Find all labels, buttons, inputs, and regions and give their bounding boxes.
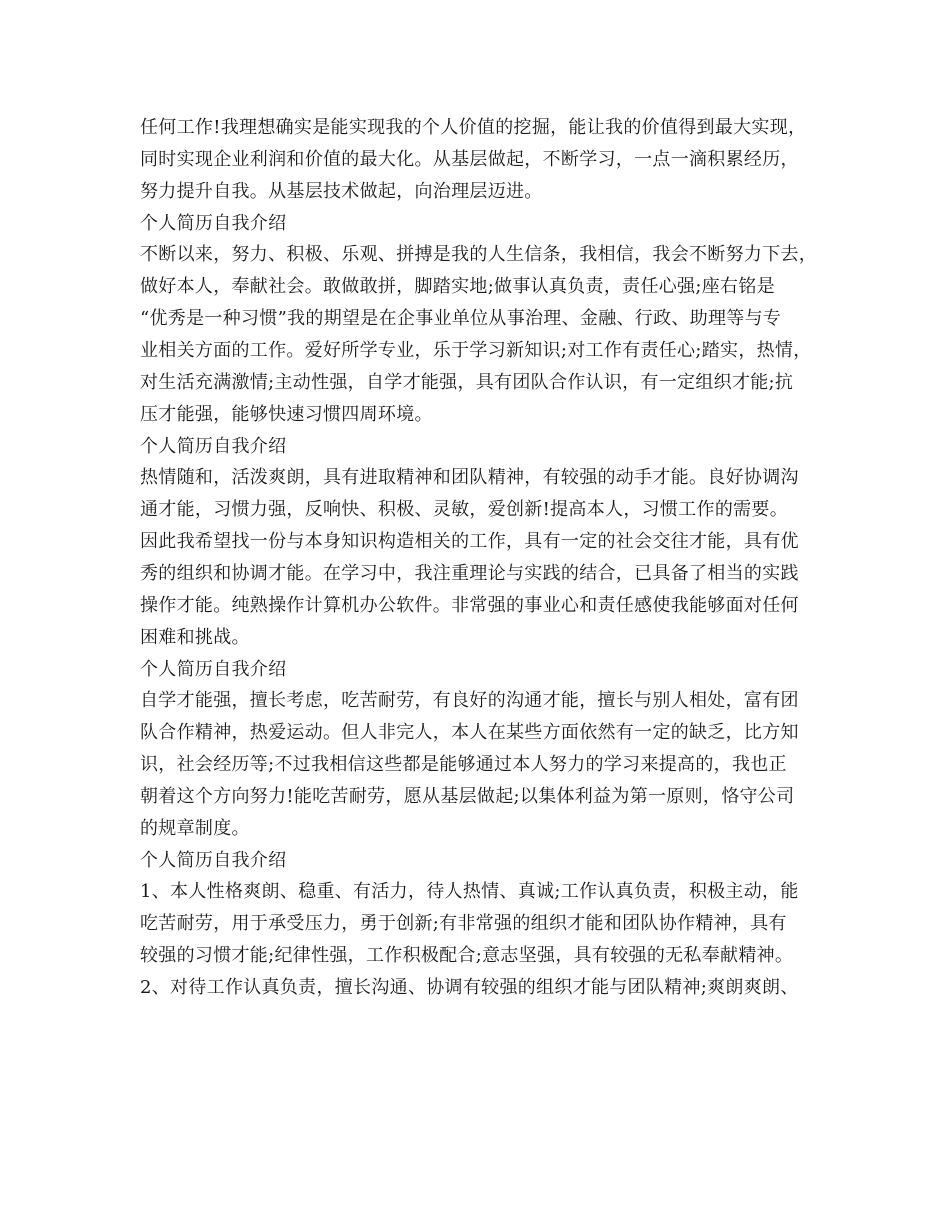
paragraph-line: 热情随和，活泼爽朗，具有进取精神和团队精神，有较强的动手才能。良好协调沟 [140, 467, 799, 488]
paragraph-line: 通才能，习惯力强，反响快、积极、灵敏，爱创新!提高本人，习惯工作的需要。 [140, 499, 789, 520]
paragraph-line: “优秀是一种习惯”我的期望是在企事业单位从事治理、金融、行政、助理等与专 [140, 308, 782, 329]
paragraph-line: 压才能强，能够快速习惯四周环境。 [140, 404, 433, 425]
section-heading: 个人简历自我介绍 [140, 850, 287, 871]
paragraph-line: 自学才能强，擅长考虑，吃苦耐劳，有良好的沟通才能，擅长与别人相处，富有团 [140, 690, 799, 711]
paragraph-line: 队合作精神，热爱运动。但人非完人，本人在某些方面依然有一定的缺乏，比方知 [140, 722, 799, 743]
paragraph-line: 努力提升自我。从基层技术做起，向治理层迈进。 [140, 181, 543, 202]
section-heading: 个人简历自我介绍 [140, 436, 287, 457]
paragraph-line: 业相关方面的工作。爱好所学专业，乐于学习新知识;对工作有责任心;踏实，热情， [140, 340, 812, 361]
paragraph-line: 识，社会经历等;不过我相信这些都是能够通过本人努力的学习来提高的，我也正 [140, 754, 787, 775]
paragraph-line: 任何工作!我理想确实是能实现我的个人价值的挖掘，能让我的价值得到最大实现， [140, 117, 807, 138]
paragraph-line: 较强的习惯才能;纪律性强，工作积极配合;意志坚强，具有较强的无私奉献精神。 [140, 945, 794, 966]
paragraph-line: 做好本人，奉献社会。敢做敢拼，脚踏实地;做事认真负责，责任心强;座右铭是 [140, 276, 775, 297]
paragraph-line: 朝着这个方向努力!能吃苦耐劳，愿从基层做起;以集体利益为第一原则，恪守公司 [140, 786, 795, 807]
section-heading: 个人简历自我介绍 [140, 659, 287, 680]
paragraph-line: 1、本人性格爽朗、稳重、有活力，待人热情、真诚;工作认真负责，积极主动，能 [140, 881, 799, 902]
paragraph-line: 对生活充满激情;主动性强，自学才能强，具有团队合作认识，有一定组织才能;抗 [140, 372, 794, 393]
paragraph-line: 同时实现企业利润和价值的最大化。从基层做起，不断学习，一点一滴积累经历， [140, 149, 799, 170]
section-heading: 个人简历自我介绍 [140, 213, 287, 234]
paragraph-line: 秀的组织和协调才能。在学习中，我注重理论与实践的结合，已具备了相当的实践 [140, 563, 799, 584]
paragraph-line: 不断以来，努力、积极、乐观、拼搏是我的人生信条，我相信，我会不断努力下去， [140, 244, 818, 265]
paragraph-line: 操作才能。纯熟操作计算机办公软件。非常强的事业心和责任感使我能够面对任何 [140, 595, 799, 616]
paragraph-line: 因此我希望找一份与本身知识构造相关的工作，具有一定的社会交往才能，具有优 [140, 531, 799, 552]
document-body [140, 112, 830, 1004]
paragraph-line: 吃苦耐劳，用于承受压力，勇于创新;有非常强的组织才能和团队协作精神，具有 [140, 913, 787, 934]
paragraph-line: 困难和挑战。 [140, 627, 250, 648]
paragraph-line: 的规章制度。 [140, 818, 250, 839]
paragraph-line: 2、对待工作认真负责，擅长沟通、协调有较强的组织才能与团队精神;爽朗爽朗、 [140, 977, 799, 998]
